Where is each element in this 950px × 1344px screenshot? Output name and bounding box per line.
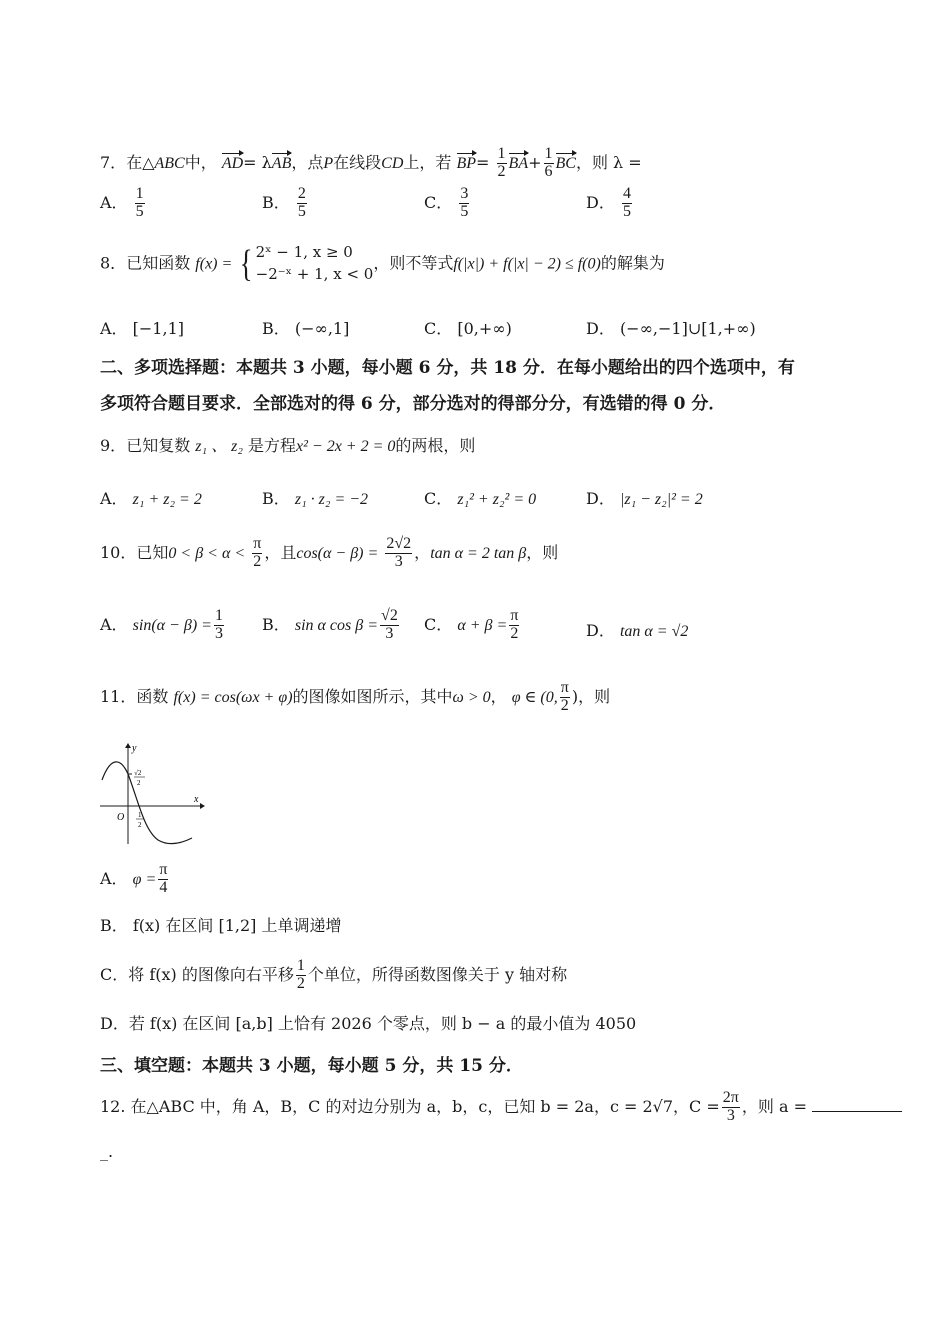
q11-option-d[interactable]: D．若 f(x) 在区间 [a,b] 上恰有 2026 个零点，则 b − a 的最小值为 4050 <box>100 1014 637 1033</box>
q10-option-d[interactable] <box>586 618 688 641</box>
q7-option-a[interactable] <box>100 186 147 221</box>
option-fraction-den: 4 <box>159 878 168 896</box>
option-text: α + β = <box>457 616 508 634</box>
option-fraction <box>214 608 224 643</box>
option-fraction-den: 5 <box>460 202 469 220</box>
x-axis-arrow-icon <box>200 803 205 809</box>
vector-bc: BC <box>555 154 576 172</box>
option-text: C．将 f(x) 的图像向右平移 <box>100 964 294 984</box>
q7-text: = <box>476 152 490 172</box>
q12-fraction-num: 2π <box>722 1089 739 1106</box>
option-label: D． <box>586 489 615 508</box>
option-label: A． <box>100 489 128 508</box>
option-fraction-num: √2 <box>381 607 398 624</box>
q11-text: ， <box>490 686 507 706</box>
option-fraction <box>380 608 399 643</box>
q9-text: 的两根，则 <box>395 436 476 455</box>
q11-text: ) <box>571 686 579 706</box>
q11-text: 的图像如图所示，其中 <box>292 686 453 706</box>
q7-triangle: ABC <box>154 154 185 172</box>
q11-stem <box>100 680 610 715</box>
q8-option-a[interactable] <box>100 316 184 339</box>
q7-option-d[interactable] <box>586 186 634 221</box>
option-label: C． <box>424 319 453 338</box>
q7-option-b[interactable] <box>262 186 309 221</box>
option-fraction <box>509 608 519 643</box>
q10-option-b[interactable] <box>262 608 401 643</box>
q10-fraction-den: 3 <box>385 553 412 571</box>
option-fraction <box>135 186 145 221</box>
q7-fraction <box>544 146 554 181</box>
option-text: [−1,1] <box>132 319 184 338</box>
q8-option-b[interactable] <box>262 316 349 339</box>
q12-fraction <box>722 1090 740 1125</box>
q8-piecewise <box>256 242 374 286</box>
option-text: tan α = √2 <box>619 623 689 640</box>
section2-heading-line2: 多项符合题目要求．全部选对的得 6 分，部分选对的得部分分，有选错的得 0 分． <box>100 394 726 414</box>
option-label: C． <box>424 614 453 634</box>
option-fraction-den: 5 <box>622 202 631 220</box>
q12-answer-blank[interactable] <box>812 1111 902 1112</box>
q10-cos: cos(α − β) = <box>296 544 379 562</box>
cosine-graph <box>96 740 208 852</box>
option-fraction-den: 5 <box>135 202 144 220</box>
q10-text: 已知 <box>136 542 169 562</box>
option-fraction-num: π <box>510 607 519 624</box>
q9-text: 是方程 <box>247 436 296 455</box>
option-fraction-num: 1 <box>214 607 223 624</box>
origin-label: O <box>117 812 125 823</box>
section3-heading: 三、填空题：本题共 3 小题，每小题 5 分，共 15 分． <box>100 1056 523 1076</box>
q9-number: 9． <box>100 436 127 455</box>
option-label: B． <box>262 319 290 338</box>
option-label: A． <box>100 319 128 338</box>
q7-text: = λ <box>243 152 272 172</box>
q8-option-c[interactable] <box>424 316 512 339</box>
q10-fraction-num: 2√2 <box>386 535 412 552</box>
q9-option-d[interactable] <box>586 486 703 509</box>
q10-text: ，且 <box>264 542 297 562</box>
q9-option-c[interactable] <box>424 486 536 509</box>
q7-text: 在△ <box>126 152 155 172</box>
q10-tan: tan α = 2 tan β <box>430 544 527 562</box>
section2-heading-line1: 二、多项选择题：本题共 3 小题，每小题 6 分，共 18 分．在每小题给出的四个选项中，有 <box>100 358 795 378</box>
q11-number: 11． <box>100 686 137 706</box>
option-text: z₁ · z₂ = −2 <box>294 491 369 508</box>
q7-number: 7． <box>100 152 127 172</box>
q10-text: ， <box>414 542 431 562</box>
q11-fraction-den: 2 <box>560 696 569 714</box>
x-tick-den: 2 <box>138 821 142 829</box>
q10-number: 10． <box>100 542 137 562</box>
option-fraction-num: 1 <box>135 185 144 202</box>
q11-text: 函数 <box>136 686 169 706</box>
option-fraction-num: 4 <box>622 185 631 202</box>
y-axis-label: y <box>132 743 137 754</box>
q12-stem <box>100 1090 902 1125</box>
q11-fraction-num: π <box>560 679 569 696</box>
q10-fraction-num: π <box>253 535 262 552</box>
q11-omega: ω > 0 <box>452 688 491 706</box>
q11-option-b[interactable]: B． f(x) 在区间 [1,2] 上单调递增 <box>100 916 342 935</box>
q7-text: ，点 <box>291 152 324 172</box>
option-fraction <box>297 186 307 221</box>
q11-phi: φ ∈ (0, <box>511 688 558 706</box>
q7-text: + <box>528 152 542 172</box>
option-fraction <box>459 186 469 221</box>
q11-fraction <box>560 680 570 715</box>
option-text: φ = <box>132 870 157 888</box>
q11-text: ，则 <box>578 686 611 706</box>
q7-segment: CD <box>381 154 404 172</box>
q9-option-b[interactable] <box>262 486 368 509</box>
q11-option-a[interactable] <box>100 862 170 897</box>
q8-case-2: −2⁻ˣ + 1, x < 0 <box>255 264 374 283</box>
q9-stem <box>100 438 475 455</box>
q10-fraction <box>385 536 412 571</box>
q10-option-a[interactable] <box>100 608 226 643</box>
option-text: sin α cos β = <box>294 616 379 634</box>
x-tick-num: 1 <box>138 811 142 819</box>
option-label: D． <box>586 319 615 338</box>
q10-condition: 0 < β < α < <box>168 544 246 562</box>
q7-option-c[interactable] <box>424 186 471 221</box>
option-fraction <box>158 862 168 897</box>
q9-option-a[interactable] <box>100 486 202 509</box>
option-label: B． <box>262 192 290 212</box>
q7-point: P <box>323 154 334 172</box>
q10-fraction <box>252 536 262 571</box>
q12-text: 12. 在△ABC 中，角 A，B，C 的对边分别为 a，b，c，已知 b = 2a，c = 2√7，C = <box>100 1096 720 1116</box>
option-label: A． <box>100 192 128 212</box>
q7-fraction-num: 1 <box>497 145 506 162</box>
option-label: C． <box>424 489 453 508</box>
q12-fraction-den: 3 <box>722 1107 740 1125</box>
q11-function: f(x) = cos(ωx + φ) <box>173 688 293 706</box>
q9-text: 已知复数 <box>126 436 191 455</box>
vector-bp: BP <box>456 154 477 172</box>
option-fraction-num: 1 <box>296 957 305 974</box>
q8-text: ，则不等式 <box>373 253 454 273</box>
option-text: (−∞,−1]∪[1,+∞) <box>619 319 756 338</box>
q8-number: 8． <box>100 253 127 273</box>
y-tick-num: √2 <box>134 769 142 777</box>
q9-equation: x² − 2x + 2 = 0 <box>296 438 396 455</box>
q7-stem <box>100 146 642 181</box>
option-fraction-den: 5 <box>297 202 306 220</box>
option-label: B． <box>262 489 290 508</box>
option-label: D． <box>586 192 615 212</box>
option-text: [0,+∞) <box>457 319 512 338</box>
q7-fraction-den: 2 <box>497 162 506 180</box>
option-text: |z₁ − z₂|² = 2 <box>619 491 703 508</box>
option-label: A． <box>100 614 128 634</box>
option-text: (−∞,1] <box>294 319 350 338</box>
q8-text: 已知函数 <box>126 253 191 273</box>
q8-stem <box>100 242 665 286</box>
q8-option-d[interactable] <box>586 316 756 339</box>
option-fraction-den: 2 <box>296 974 305 992</box>
option-fraction <box>296 958 306 993</box>
q10-stem <box>100 536 558 571</box>
option-fraction-den: 2 <box>510 624 519 642</box>
q9-roots: z₁ 、 z₂ <box>195 438 243 455</box>
option-text: 个单位，所得函数图像关于 y 轴对称 <box>307 964 568 984</box>
option-fraction-num: π <box>159 861 168 878</box>
cosine-curve <box>102 762 192 844</box>
option-fraction-num: 2 <box>297 185 306 202</box>
option-text: z₁ + z₂ = 2 <box>132 491 202 508</box>
option-label: C． <box>424 192 453 212</box>
q7-fraction <box>497 146 507 181</box>
option-text: sin(α − β) = <box>132 616 212 634</box>
q12-text: ，则 a = <box>741 1096 807 1116</box>
option-label: A． <box>100 868 128 888</box>
vector-ab: AB <box>271 154 292 172</box>
x-axis-label: x <box>194 794 199 805</box>
q7-text: 上，若 <box>403 152 452 172</box>
q7-text: ，则 λ = <box>575 152 642 172</box>
q10-fraction-den: 2 <box>253 552 262 570</box>
option-label: D． <box>586 621 615 640</box>
q12-tail: _. <box>100 1142 114 1161</box>
q8-text: 的解集为 <box>600 253 665 273</box>
q8-case-1: 2ˣ − 1, x ≥ 0 <box>255 243 353 261</box>
q7-text: 在线段 <box>333 152 382 172</box>
q8-inequality: f(|x|) + f(|x| − 2) ≤ f(0) <box>453 255 601 273</box>
option-fraction <box>622 186 632 221</box>
q7-text: 中， <box>184 152 217 172</box>
vector-ad: AD <box>221 154 244 172</box>
option-fraction-den: 3 <box>380 625 399 643</box>
q7-fraction-num: 1 <box>544 145 553 162</box>
option-text: z₁² + z₂² = 0 <box>457 491 537 508</box>
q10-option-c[interactable] <box>424 608 521 643</box>
y-axis-arrow-icon <box>125 743 131 748</box>
option-label: B． <box>262 614 290 634</box>
vector-ba: BA <box>508 154 529 172</box>
option-fraction-den: 3 <box>214 624 223 642</box>
q11-option-c[interactable] <box>100 958 567 993</box>
q7-fraction-den: 6 <box>544 162 553 180</box>
left-brace-icon: { <box>240 242 253 285</box>
q10-text: ，则 <box>526 542 559 562</box>
option-fraction-num: 3 <box>460 185 469 202</box>
y-tick-den: 2 <box>137 779 141 787</box>
q8-function: f(x) = <box>195 255 233 273</box>
